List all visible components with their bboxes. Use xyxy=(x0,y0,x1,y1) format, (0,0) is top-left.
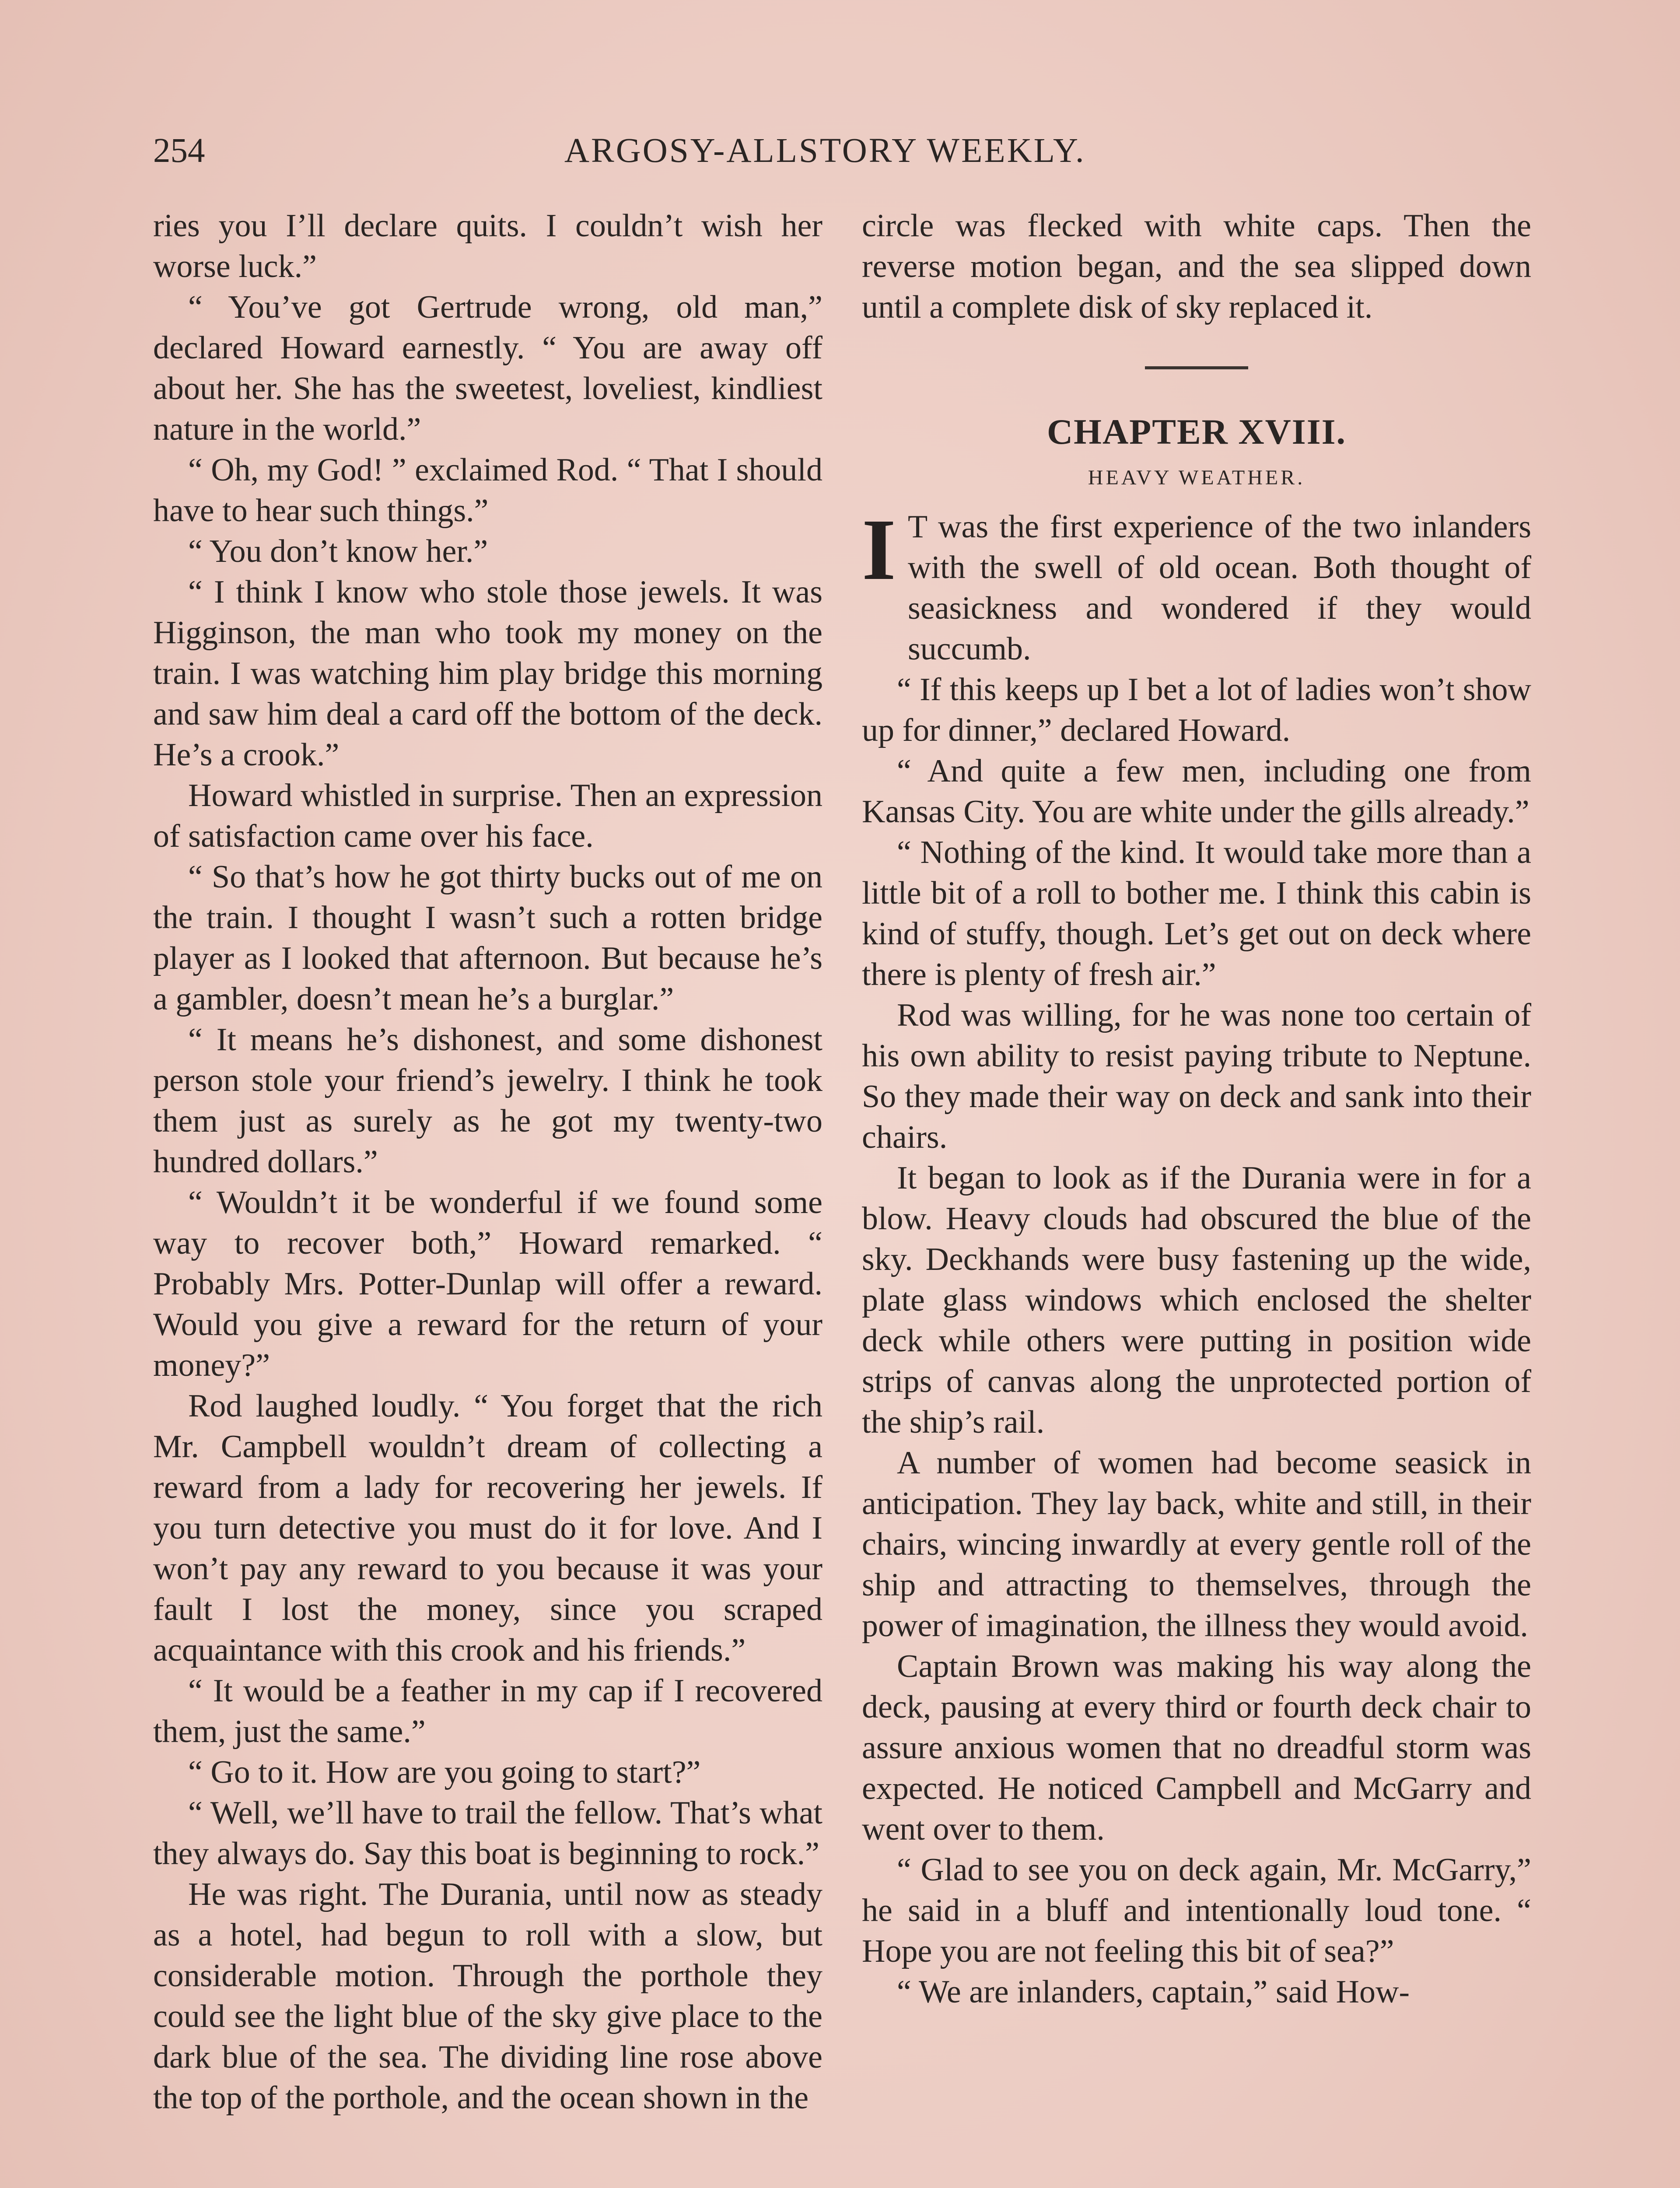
paragraph: “ If this keeps up I bet a lot of ladies won’t show up for dinner,” declared Howard. xyxy=(862,672,1531,748)
chapter-opening xyxy=(862,501,1531,670)
right-column xyxy=(862,206,1531,2013)
paragraph: “ So that’s how he got thirty bucks out of me on the train. I thought I wasn’t such a rotten bridge player as I looked that afternoon. But because he’s a gambler, doesn’t mean he’s a burglar.” xyxy=(153,859,822,1017)
paragraph: Captain Brown was making his way along the deck, pausing at every third or fourth deck chair to assure anxious women that no dreadful storm was expected. He noticed Campbell and McGarry and went over to them. xyxy=(862,1648,1531,1847)
opening-paragraph: T was the first experience of the two inlanders with the swell of old ocean. Both thought of seasickness and wondered if they would succumb. xyxy=(908,509,1531,667)
paragraph: It began to look as if the Durania were in for a blow. Heavy clouds had obscured the blue of the sky. Deckhands were busy fastening up the wide, plate glass windows which enclosed the shelter deck while others were putting in position wide strips of canvas along the unprotected portion of the ship’s rail. xyxy=(862,1160,1531,1440)
paragraph: “ It would be a feather in my cap if I recovered them, just the same.” xyxy=(153,1673,822,1750)
chapter-title: CHAPTER XVIII. xyxy=(1046,412,1347,452)
paragraph: “ Well, we’ll have to trail the fellow. That’s what they always do. Say this boat is beginning to rock.” xyxy=(153,1795,822,1872)
paragraph: “ Wouldn’t it be wonderful if we found some way to recover both,” Howard remarked. “ Probably Mrs. Potter-Dunlap will offer a reward. Would you give a reward for the return of your money?” xyxy=(153,1185,822,1383)
page-header xyxy=(153,125,1553,177)
running-title: ARGOSY-ALLSTORY WEEKLY. xyxy=(564,132,1086,170)
paragraph: “ You don’t know her.” xyxy=(188,533,488,569)
paragraph: A number of women had become seasick in anticipation. They lay back, white and still, in their chairs, wincing inwardly at every gentle roll of the ship and attracting to themselves, through the power of imagination, the illness they would avoid. xyxy=(862,1445,1531,1644)
paragraph: “ Go to it. How are you going to start?” xyxy=(188,1754,701,1790)
paragraph: “ We are inlanders, captain,” said How- xyxy=(897,1974,1410,2010)
paragraph: “ You’ve got Gertrude wrong, old man,” declared Howard earnestly. “ You are away off about her. She has the sweetest, loveliest, kindliest nature in the world.” xyxy=(153,289,822,447)
paragraph: “ Glad to see you on deck again, Mr. McGarry,” he said in a bluff and intentionally loud tone. “ Hope you are not feeling this bit of sea?” xyxy=(862,1852,1531,1969)
page-number: 254 xyxy=(153,132,205,170)
paragraph: Howard whistled in surprise. Then an expression of satisfaction came over his face. xyxy=(153,778,822,854)
paragraph: “ I think I know who stole those jewels. It was Higginson, the man who took my money on the train. I was watching him play bridge this morning and saw him deal a card off the bottom of the deck. He’s a crook.” xyxy=(153,574,822,773)
paragraph: “ Oh, my God! ” exclaimed Rod. “ That I should have to hear such things.” xyxy=(153,452,822,529)
paragraph: Rod was willing, for he was none too certain of his own ability to resist paying tribute to Neptune. So they made their way on deck and sank into their chairs. xyxy=(862,997,1531,1155)
paragraph: “ And quite a few men, including one from Kansas City. You are white under the gills already.” xyxy=(862,753,1531,830)
paragraph: ries you I’ll declare quits. I couldn’t wish her worse luck.” xyxy=(153,208,822,284)
paragraph-continuation: circle was flecked with white caps. Then the reverse motion began, and the sea slipped down until a complete disk of sky replaced it. xyxy=(862,208,1531,325)
section-divider xyxy=(1145,366,1248,369)
paragraph: “ It means he’s dishonest, and some dishonest person stole your friend’s jewelry. I think he took them just as surely as he got my twenty-two hundred dollars.” xyxy=(153,1022,822,1180)
chapter-subtitle: HEAVY WEATHER. xyxy=(1088,466,1306,489)
paragraph: He was right. The Durania, until now as steady as a hotel, had begun to roll with a slow, but considerable motion. Through the porthole they could see the light blue of the sky give place to the dark blue of the sea. The dividing line rose above the top of the porthole, and the ocean shown in the xyxy=(153,1876,822,2116)
drop-cap: I xyxy=(862,501,896,598)
paragraph: Rod laughed loudly. “ You forget that the rich Mr. Campbell wouldn’t dream of collecting a reward from a lady for recovering her jewels. If you turn detective you must do it for love. And I won’t pay any reward to you because it was your fault I lost the money, since you scraped acquaintance with this crook and his friends.” xyxy=(153,1388,822,1668)
left-column xyxy=(153,206,822,2118)
paragraph: “ Nothing of the kind. It would take more than a little bit of a roll to bother me. I think this cabin is kind of stuffy, though. Let’s get out on deck where there is plenty of fresh air.” xyxy=(862,835,1531,992)
